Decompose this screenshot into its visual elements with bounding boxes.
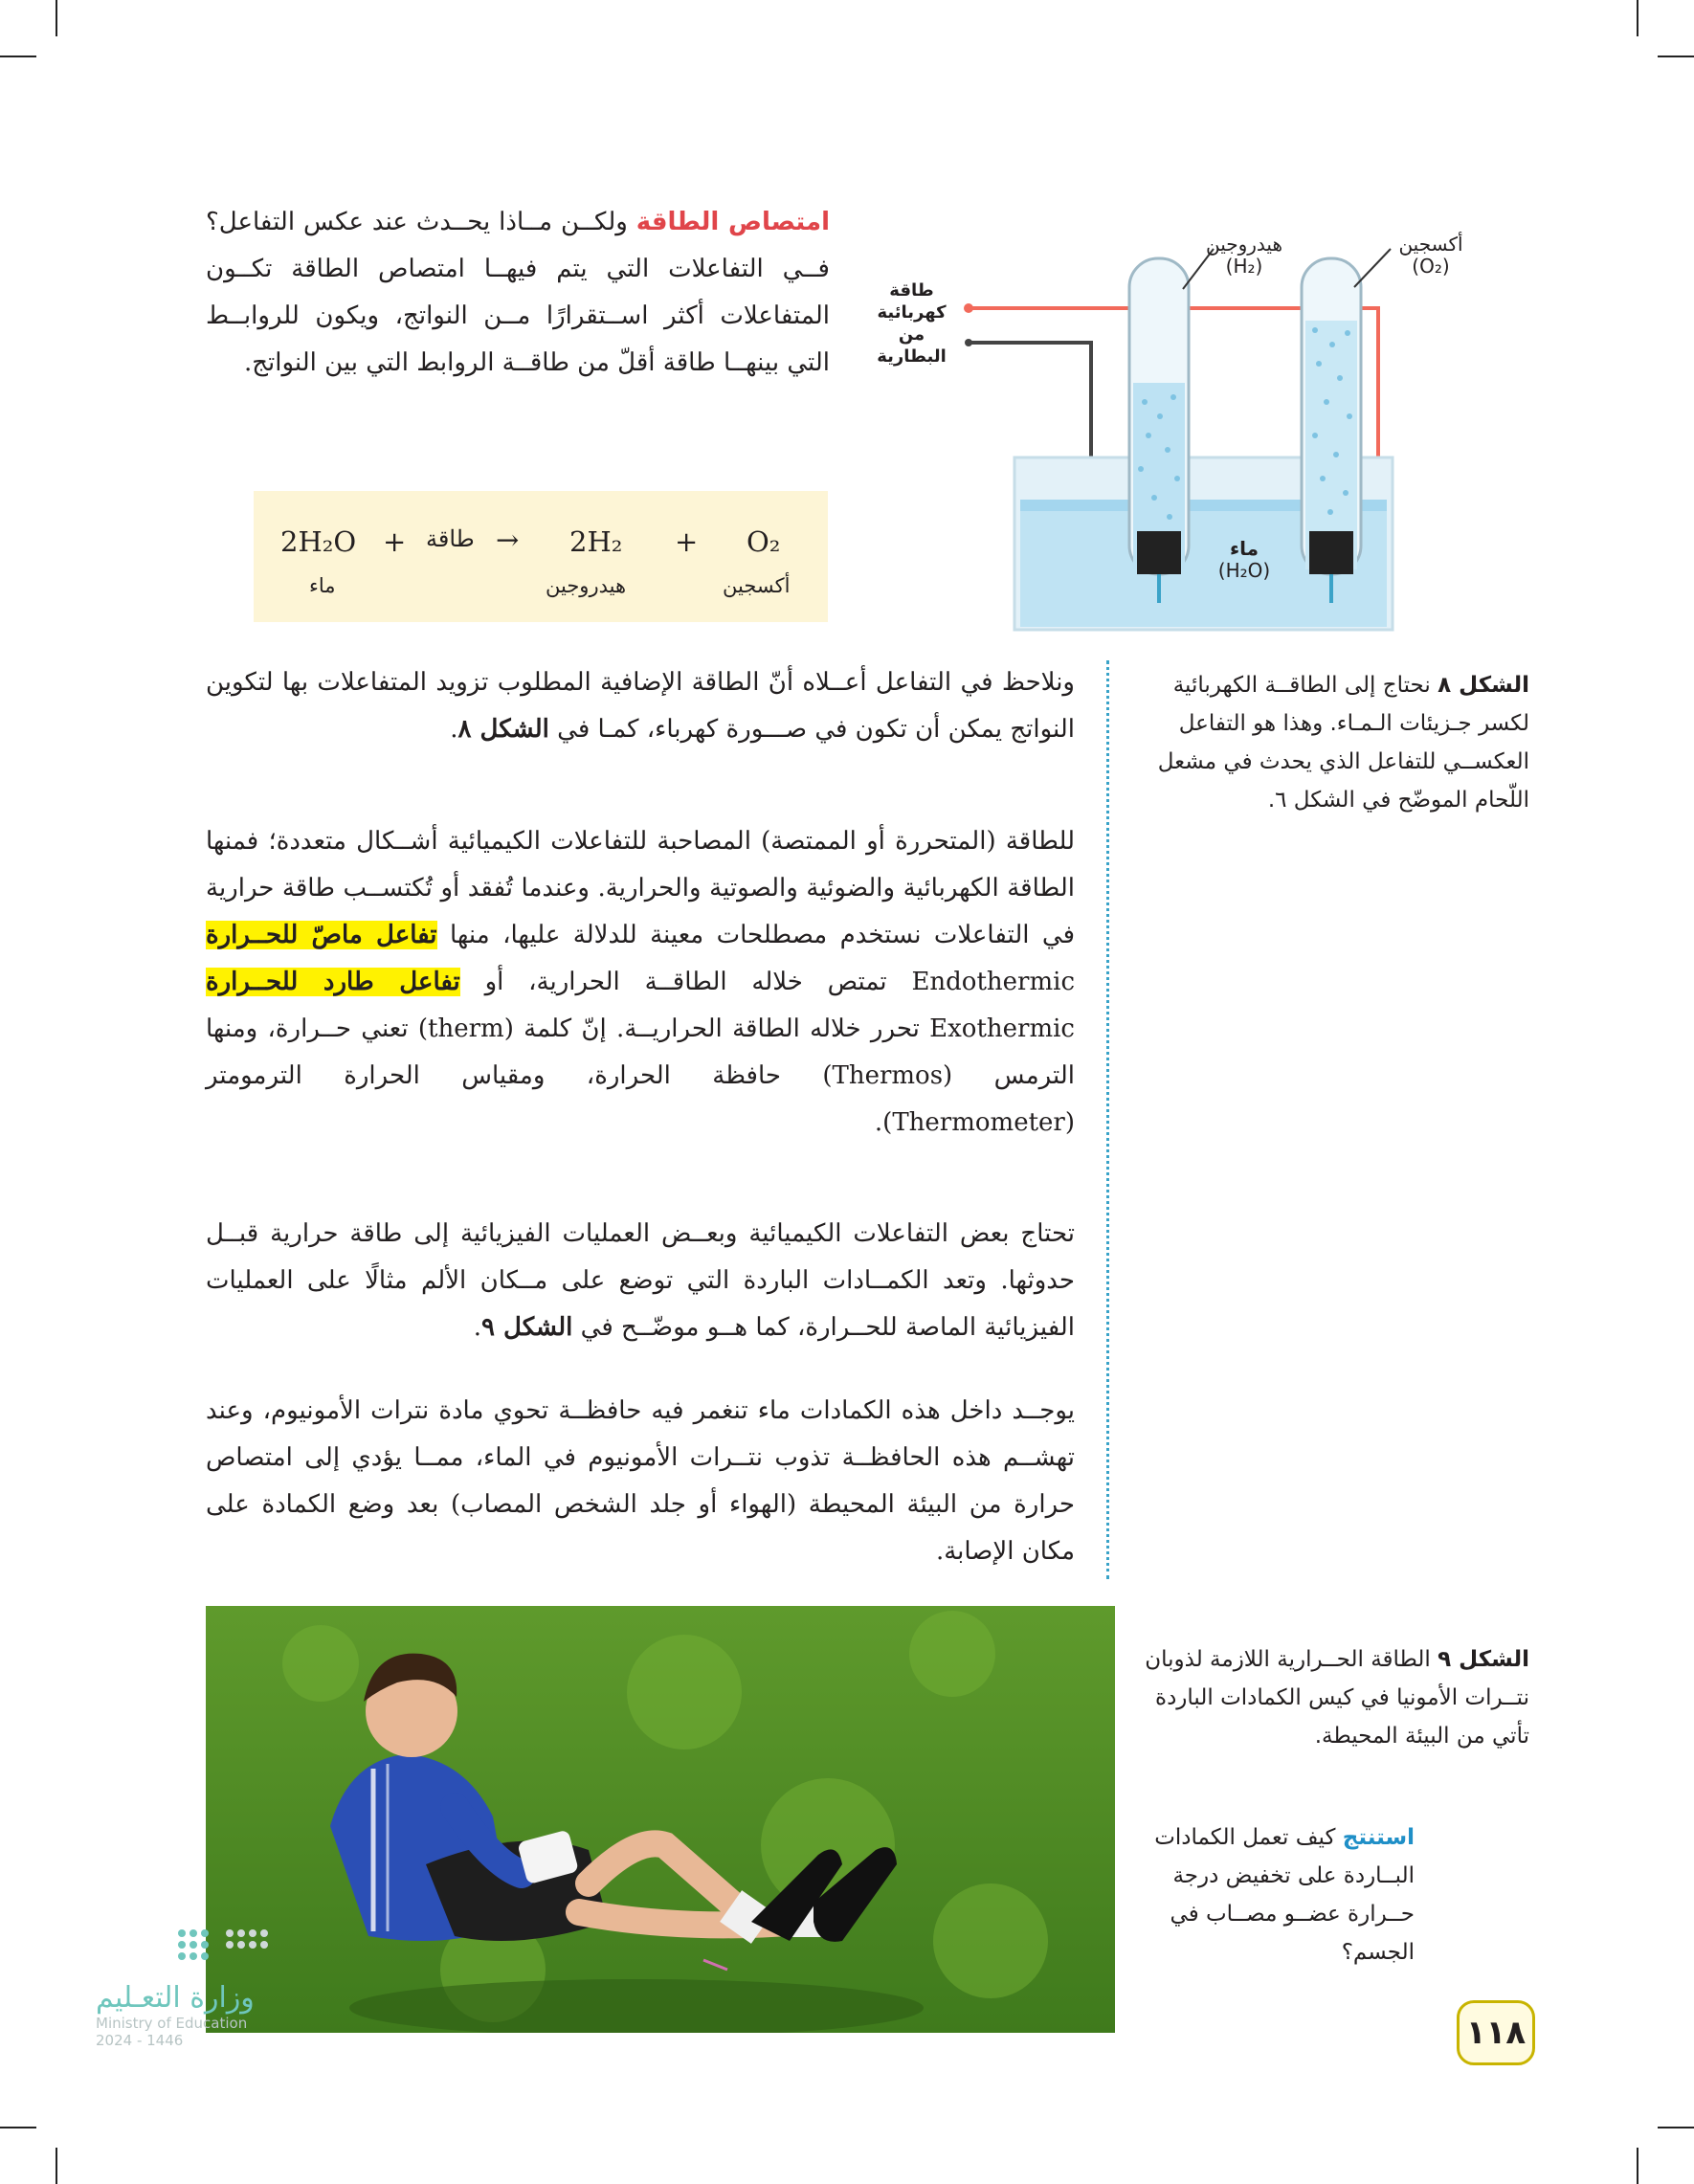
p3-end: . — [473, 1313, 481, 1342]
eq-water: 2H₂O — [280, 525, 357, 558]
figure-8-caption — [1127, 666, 1529, 819]
hydrogen-label-text: هيدروجين — [1205, 233, 1283, 256]
p1-text: ونلاحظ في التفاعل أعــلاه أنّ الطاقة الإضافية المطلوب تزويد المتفاعلات بها لتكوين النواتج يمكن أن تكون في صـــورة كهرباء، كمـا في — [206, 668, 1075, 744]
water-label-text: ماء — [1229, 537, 1259, 560]
term-endothermic: تفاعل ماصّ للحــرارة — [206, 921, 437, 949]
eq-plus-1: + — [383, 525, 407, 558]
page-number: ١١٨ — [1457, 2000, 1535, 2065]
crop-mark — [56, 2148, 57, 2184]
infer-text: كيف تعمل الكمادات البــاردة على تخفيض درجة حــرارة عضــو مصــاب في الجسم؟ — [1154, 1825, 1415, 1965]
ministry-dots-icon — [172, 1924, 345, 1981]
oxygen-electrode — [1309, 531, 1353, 574]
figure-8-label: الشكل ٨ — [1438, 673, 1529, 698]
p4-text: يوجــد داخل هذه الكمادات ماء تنغمر فيه حافظــة تحوي مادة نترات الأمونيوم، وعند تهشــم هذه الحافظــة تذوب نتــرات الأمونيوم في الماء، ممــا يؤدي إلى امتصاص حرارة من البيئة المحيطة (الهواء أو جلد الشخص المصاب) بعد وضع الكمادة على مكان الإصابة. — [206, 1396, 1075, 1566]
ministry-arabic: وزارة التعـليم — [96, 1981, 255, 2015]
p2-text-a: للطاقة (المتحررة أو الممتصة) المصاحبة للتفاعلات الكيميائية أشــكال متعددة؛ فمنها الطاقة الكهربائية والضوئية والصوتية والحرارية. وعندما تُفقد أو تُكتســب طاقة حرارية في التفاعلات نستخدم مصطلحات معينة للدلالة عليها، منها — [206, 827, 1076, 949]
eq-water-label: ماء — [309, 574, 336, 597]
negative-terminal — [965, 339, 972, 346]
figure-9-label: الشكل ٩ — [1438, 1647, 1529, 1672]
water-formula: (H₂O) — [1217, 559, 1271, 582]
eq-plus-2: + — [675, 525, 699, 558]
positive-terminal — [964, 303, 973, 313]
intro-paragraph — [206, 199, 830, 387]
term-exothermic: تفاعل طارد للحــرارة — [206, 968, 460, 996]
electrolysis-diagram — [861, 220, 1493, 632]
paragraph-2 — [206, 818, 1075, 1147]
crop-mark — [1658, 56, 1694, 57]
paragraph-4 — [206, 1388, 1075, 1575]
crop-mark — [56, 0, 57, 36]
energy-line-1: طاقة — [889, 280, 934, 301]
crop-mark — [0, 56, 36, 57]
eq-oxygen-label: أكسجين — [723, 574, 791, 597]
hydrogen-label — [1187, 234, 1302, 278]
p3-text: تحتاج بعض التفاعلات الكيميائية وبعــض العمليات الفيزيائية إلى طاقة حرارية قبــل حدوثها. وتعد الكمــادات الباردة التي توضع على مــكان الألم مثالًا على العمليات الفيزيائية الماصة للحــرارة، كما هــو موضّــح في — [206, 1219, 1075, 1342]
ministry-year: 2024 - 1446 — [96, 2032, 184, 2049]
energy-line-2: كهربائية — [877, 302, 947, 323]
oxygen-formula: (O₂) — [1412, 255, 1450, 278]
oxygen-label — [1378, 234, 1483, 278]
ministry-logo — [96, 1981, 255, 2049]
eq-oxygen: O₂ — [747, 525, 781, 558]
battery-energy-label — [861, 279, 962, 368]
infer-label: استنتج — [1342, 1825, 1415, 1850]
water-label — [1201, 538, 1287, 582]
eq-energy: طاقة — [426, 525, 475, 552]
p2-text-b: Endothermic تمتص خلاله الطاقــة الحرارية، أو — [459, 968, 1075, 996]
ministry-english: Ministry of Education — [96, 2015, 248, 2032]
paragraph-1 — [206, 659, 1075, 753]
paragraph-3 — [206, 1211, 1075, 1351]
column-separator — [1106, 660, 1109, 1579]
infer-question — [1127, 1818, 1415, 1972]
hydrogen-electrode — [1137, 531, 1181, 574]
oxygen-label-text: أكسجين — [1398, 233, 1463, 256]
figure-8-text: نحتاج إلى الطاقــة الكهربائية لكسر جـزيئات الـمـاء. وهذا هو التفاعل العكســي للتفاعل الذي يحدث في مشعل اللّحام الموضّح في الشكل ٦. — [1157, 673, 1529, 813]
eq-hydrogen: 2H₂ — [569, 525, 623, 558]
energy-line-3: من البطارية — [877, 324, 947, 367]
p3-figure-ref: الشكل ٩ — [480, 1313, 573, 1342]
intro-text: ولكــن مــاذا يحــدث عند عكس التفاعل؟ فــي التفاعلات التي يتم فيهــا امتصاص الطاقة تكــون المتفاعلات أكثر اســتقرارًا مــن النواتج، ويكون للروابــط التي بينهــا طاقة أقلّ من طاقــة الروابط التي بين النواتج. — [206, 208, 830, 377]
hydrogen-formula: (H₂) — [1225, 255, 1263, 278]
p2-text-c: Exothermic تحرر خلاله الطاقة الحراريــة. إنّ كلمة (therm) تعني حــرارة، ومنها الترمس (Thermos) حافظة الحرارة، ومقياس الحرارة الترمومتر (Thermometer). — [206, 1014, 1075, 1137]
equation-box — [254, 491, 828, 622]
p1-figure-ref: الشكل ٨ — [457, 715, 549, 744]
crop-mark — [1637, 2148, 1638, 2184]
figure-9-caption — [1127, 1640, 1529, 1755]
crop-mark — [1658, 2127, 1694, 2128]
crop-mark — [1637, 0, 1638, 36]
key-term-energy-absorption: امتصاص الطاقة — [635, 208, 830, 236]
eq-arrow: → — [496, 524, 520, 556]
p1-end: . — [450, 715, 458, 744]
eq-hydrogen-label: هيدروجين — [546, 574, 627, 597]
figure-9-text: الطاقة الحــرارية اللازمة لذوبان نتــرات الأمونيا في كيس الكمادات الباردة تأتي من البيئة المحيطة. — [1145, 1647, 1529, 1749]
crop-mark — [0, 2127, 36, 2128]
